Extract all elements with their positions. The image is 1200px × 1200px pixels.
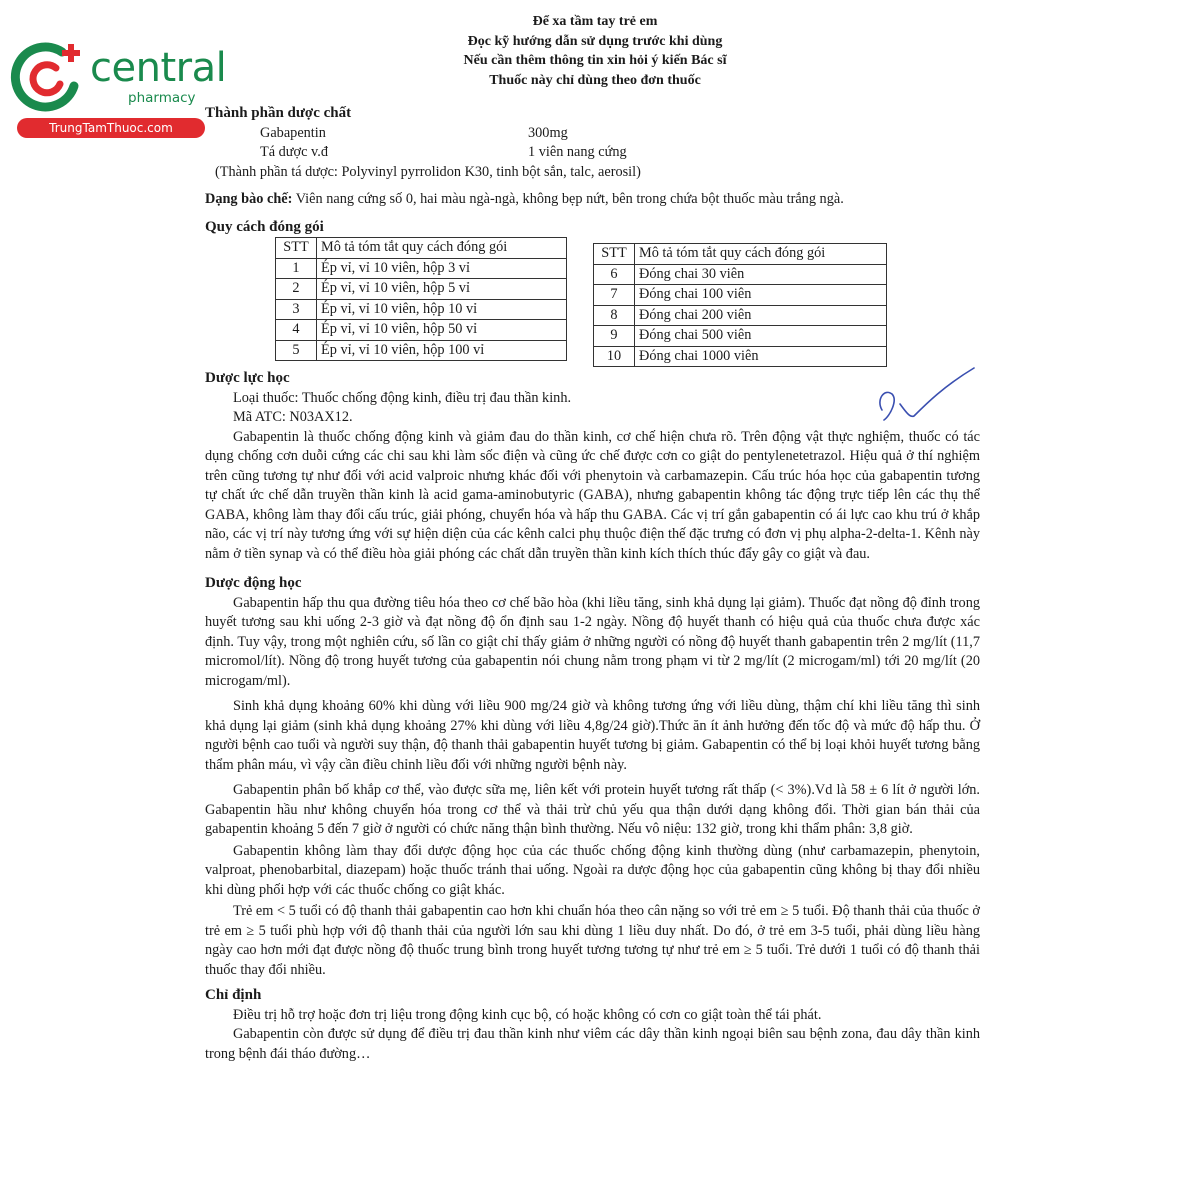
- table-row: [594, 305, 887, 326]
- dosage-form: [205, 190, 980, 210]
- table-row: [594, 346, 887, 367]
- pharmacokinetics-paragraph: Trẻ em < 5 tuổi có độ thanh thải gabapentin cao hơn khi chuẩn hóa theo cân nặng so với trẻ em ≥ 5 tuổi. Độ thanh thải của thuốc ở trẻ em ≥ 5 tuổi phù hợp với độ thanh thải của người lớn sau khi dùng 1 liều duy nhất. Do đó, ở trẻ em 3-5 tuổi, phải dùng liều hàng ngày cao hơn mới đạt được nồng độ thuốc trung bình trong huyết tương tương tự như trẻ em ≥ 5 tuổi. Trẻ dưới 1 tuổi có độ thanh thải thuốc thay đổi nhiều.: [205, 903, 980, 978]
- warning-header: [375, 12, 815, 90]
- indications-paragraph: Gabapentin còn được sử dụng để điều trị đau thần kinh như viêm các dây thần kinh ngoại biên sau bệnh zona, đau dây thần kinh trong bệnh đái tháo đường…: [205, 1026, 980, 1062]
- dosage-form-label: Dạng bào chế:: [205, 191, 293, 207]
- composition-title: Thành phần dược chất: [205, 105, 352, 121]
- packaging-tables: [205, 237, 980, 365]
- cell-desc: Ép vỉ, vỉ 10 viên, hộp 3 vỉ: [317, 258, 567, 279]
- packaging-table-left: [275, 237, 567, 361]
- cell-desc: Ép vỉ, vỉ 10 viên, hộp 50 vỉ: [317, 320, 567, 341]
- pharmacodynamics-atc: Mã ATC: N03AX12.: [233, 409, 353, 425]
- cell-stt: 3: [276, 299, 317, 320]
- pharmacokinetics-paragraph: Gabapentin hấp thu qua đường tiêu hóa theo cơ chế bão hòa (khi liều tăng, sinh khả dụng lại giảm). Thuốc đạt nồng độ đỉnh trong huyết tương sau khi uống 2-3 giờ và đạt nồng độ ổn định sau 1-2 ngày. Nồng độ huyết thanh có hiệu quả của thuốc chưa được xác định. Tuy vậy, trong một nghiên cứu, số lần co giật chỉ thấy giảm ở những người có nồng độ huyết thanh gabapentin trên 2 mg/lít (11,7 micromol/lít). Nồng độ trong huyết tương của gabapentin nói chung nằm trong phạm vi từ 2 mg/lít (2 microgam/ml) tới 20 mg/lít (20 microgam/ml).: [205, 594, 980, 689]
- header-line: Thuốc này chỉ dùng theo đơn thuốc: [489, 72, 701, 88]
- cell-desc: Ép vỉ, vỉ 10 viên, hộp 10 vỉ: [317, 299, 567, 320]
- pharmacokinetics-paragraph: Sinh khả dụng khoảng 60% khi dùng với liều 900 mg/24 giờ và không tương ứng với liều dùng, thậm chí khi liều tăng thì sinh khả dụng lại giảm (sinh khả dụng khoảng 27% khi dùng với liều 4,8g/24 giờ).Thức ăn ít ảnh hưởng đến tốc độ và mức độ hấp thu. Ở người bệnh cao tuổi và người suy thận, độ thanh thải gabapentin huyết tương bị giảm. Gabapentin có thể bị loại khỏi huyết tương bằng thẩm phân máu, vì vậy cần điều chỉnh liều đối với những người bệnh này.: [205, 698, 980, 773]
- cell-stt: 8: [594, 305, 635, 326]
- central-pharmacy-logo[interactable]: [10, 38, 227, 138]
- cell-stt: 1: [276, 258, 317, 279]
- table-row: [276, 299, 567, 320]
- table-row: [276, 340, 567, 361]
- logo-site[interactable]: TrungTamThuoc.com: [17, 118, 205, 138]
- composition-value: 300mg: [528, 124, 568, 141]
- cell-stt: 5: [276, 340, 317, 361]
- dosage-form-text: Viên nang cứng số 0, hai màu ngà-ngà, không bẹp nứt, bên trong chứa bột thuốc màu trắng ngà.: [295, 191, 844, 207]
- table-row: [276, 258, 567, 279]
- table-header-row: [594, 244, 887, 265]
- signature-icon: [870, 360, 980, 440]
- pharmacokinetics-paragraph: Gabapentin phân bố khắp cơ thể, vào được sữa mẹ, liên kết với protein huyết tương rất thấp (< 3%).Vd là 58 ± 6 lít ở người lớn. Gabapentin hầu như không chuyển hóa trong cơ thể và thải trừ chủ yếu qua thận dưới dạng không đổi. Thời gian bán thải của gabapentin khoảng 5 đến 7 giờ ở người có chức năng thận bình thường. Nếu vô niệu: 132 giờ, trong khi thẩm phân: 3,8 giờ.: [205, 782, 980, 837]
- table-row: [594, 285, 887, 306]
- cell-stt: 4: [276, 320, 317, 341]
- pharmacodynamics-body: Gabapentin là thuốc chống động kinh và giảm đau do thần kinh, cơ chế hiện chưa rõ. Trên động vật thực nghiệm, thuốc có tác dụng chống cơn duỗi cứng các chi sau khi làm sốc điện và cũng ức chế được cơn co giật do pentylenetetrazol. Hiệu quả ở thí nghiệm trên cũng tương tự như đối với acid valproic nhưng khác đối với phenytoin và carbamazepin. Cấu trúc hóa học của gabapentin tương tự chất ức chế dẫn truyền thần kinh là acid gama-aminobutyric (GABA), nhưng gabapentin không tác động trực tiếp lên các thụ thể GABA, không làm thay đổi cấu trúc, giải phóng, chuyển hóa và hấp thu GABA. Các vị trí gắn gabapentin có ái lực cao khu trú ở khắp não, các vị trí này tương ứng với sự hiện diện của các kênh calci phụ thuộc điện thế đặc trưng có đơn vị phụ alpha-2-delta-1. Kênh này nằm ở tiền synap và có thể điều hòa giải phóng các chất dẫn truyền thần kinh kích thích thúc đẩy gây co giật và đau.: [205, 428, 980, 562]
- indications-title: Chỉ định: [205, 987, 262, 1003]
- logo-brand: central: [90, 45, 227, 91]
- cell-desc: Đóng chai 100 viên: [635, 285, 887, 306]
- table-row: [276, 279, 567, 300]
- table-row: [276, 320, 567, 341]
- indications-paragraph: Điều trị hỗ trợ hoặc đơn trị liệu trong động kinh cục bộ, có hoặc không có cơn co giật toàn thể tái phát.: [233, 1006, 822, 1023]
- table-row: [594, 326, 887, 347]
- cell-desc: Ép vỉ, vỉ 10 viên, hộp 5 vỉ: [317, 279, 567, 300]
- header-line: Nếu cần thêm thông tin xin hỏi ý kiến Bác sĩ: [463, 53, 727, 68]
- cell-stt: 6: [594, 264, 635, 285]
- cell-stt: 7: [594, 285, 635, 306]
- table-header-row: [276, 238, 567, 259]
- column-header-desc: Mô tả tóm tắt quy cách đóng gói: [317, 238, 567, 259]
- table-row: [594, 264, 887, 285]
- composition-row: [205, 143, 980, 163]
- column-header-stt: STT: [594, 244, 635, 265]
- cell-stt: 2: [276, 279, 317, 300]
- composition-name: Gabapentin: [260, 124, 326, 141]
- header-line: Để xa tầm tay trẻ em: [532, 14, 658, 29]
- pharmacokinetics-title: Dược động học: [205, 575, 302, 591]
- composition-note: (Thành phần tá dược: Polyvinyl pyrrolidon K30, tinh bột sắn, talc, aerosil): [215, 163, 641, 180]
- composition-name: Tá dược v.đ: [260, 144, 328, 160]
- logo-sub: pharmacy: [128, 90, 196, 106]
- document-body: [205, 100, 980, 1064]
- pharmacodynamics-class: Loại thuốc: Thuốc chống động kinh, điều trị đau thần kinh.: [233, 389, 572, 406]
- pharmacodynamics-title: Dược lực học: [205, 370, 290, 386]
- composition-row: [205, 124, 980, 144]
- column-header-desc: Mô tả tóm tắt quy cách đóng gói: [635, 244, 887, 265]
- cell-desc: Ép vỉ, vỉ 10 viên, hộp 100 vỉ: [317, 340, 567, 361]
- cell-desc: Đóng chai 1000 viên: [635, 346, 887, 367]
- packaging-title: Quy cách đóng gói: [205, 218, 324, 235]
- cell-desc: Đóng chai 500 viên: [635, 326, 887, 347]
- composition-value: 1 viên nang cứng: [528, 144, 627, 160]
- header-line: Đọc kỹ hướng dẫn sử dụng trước khi dùng: [467, 33, 723, 49]
- cell-desc: Đóng chai 200 viên: [635, 305, 887, 326]
- column-header-stt: STT: [276, 238, 317, 259]
- pharmacokinetics-paragraph: Gabapentin không làm thay đổi dược động học của các thuốc chống động kinh thường dùng (như carbamazepin, phenytoin, valproat, phenobarbital, diazepam) hoặc thuốc tránh thai uống. Ngoài ra dược động học của gabapentin cũng không bị thay đổi nhiều khi dùng phối hợp với các thuốc chống co giật khác.: [205, 842, 980, 898]
- cell-stt: 10: [594, 346, 635, 367]
- cell-stt: 9: [594, 326, 635, 347]
- packaging-table-right: [593, 243, 887, 367]
- logo-mark-icon: [10, 38, 88, 116]
- cell-desc: Đóng chai 30 viên: [635, 264, 887, 285]
